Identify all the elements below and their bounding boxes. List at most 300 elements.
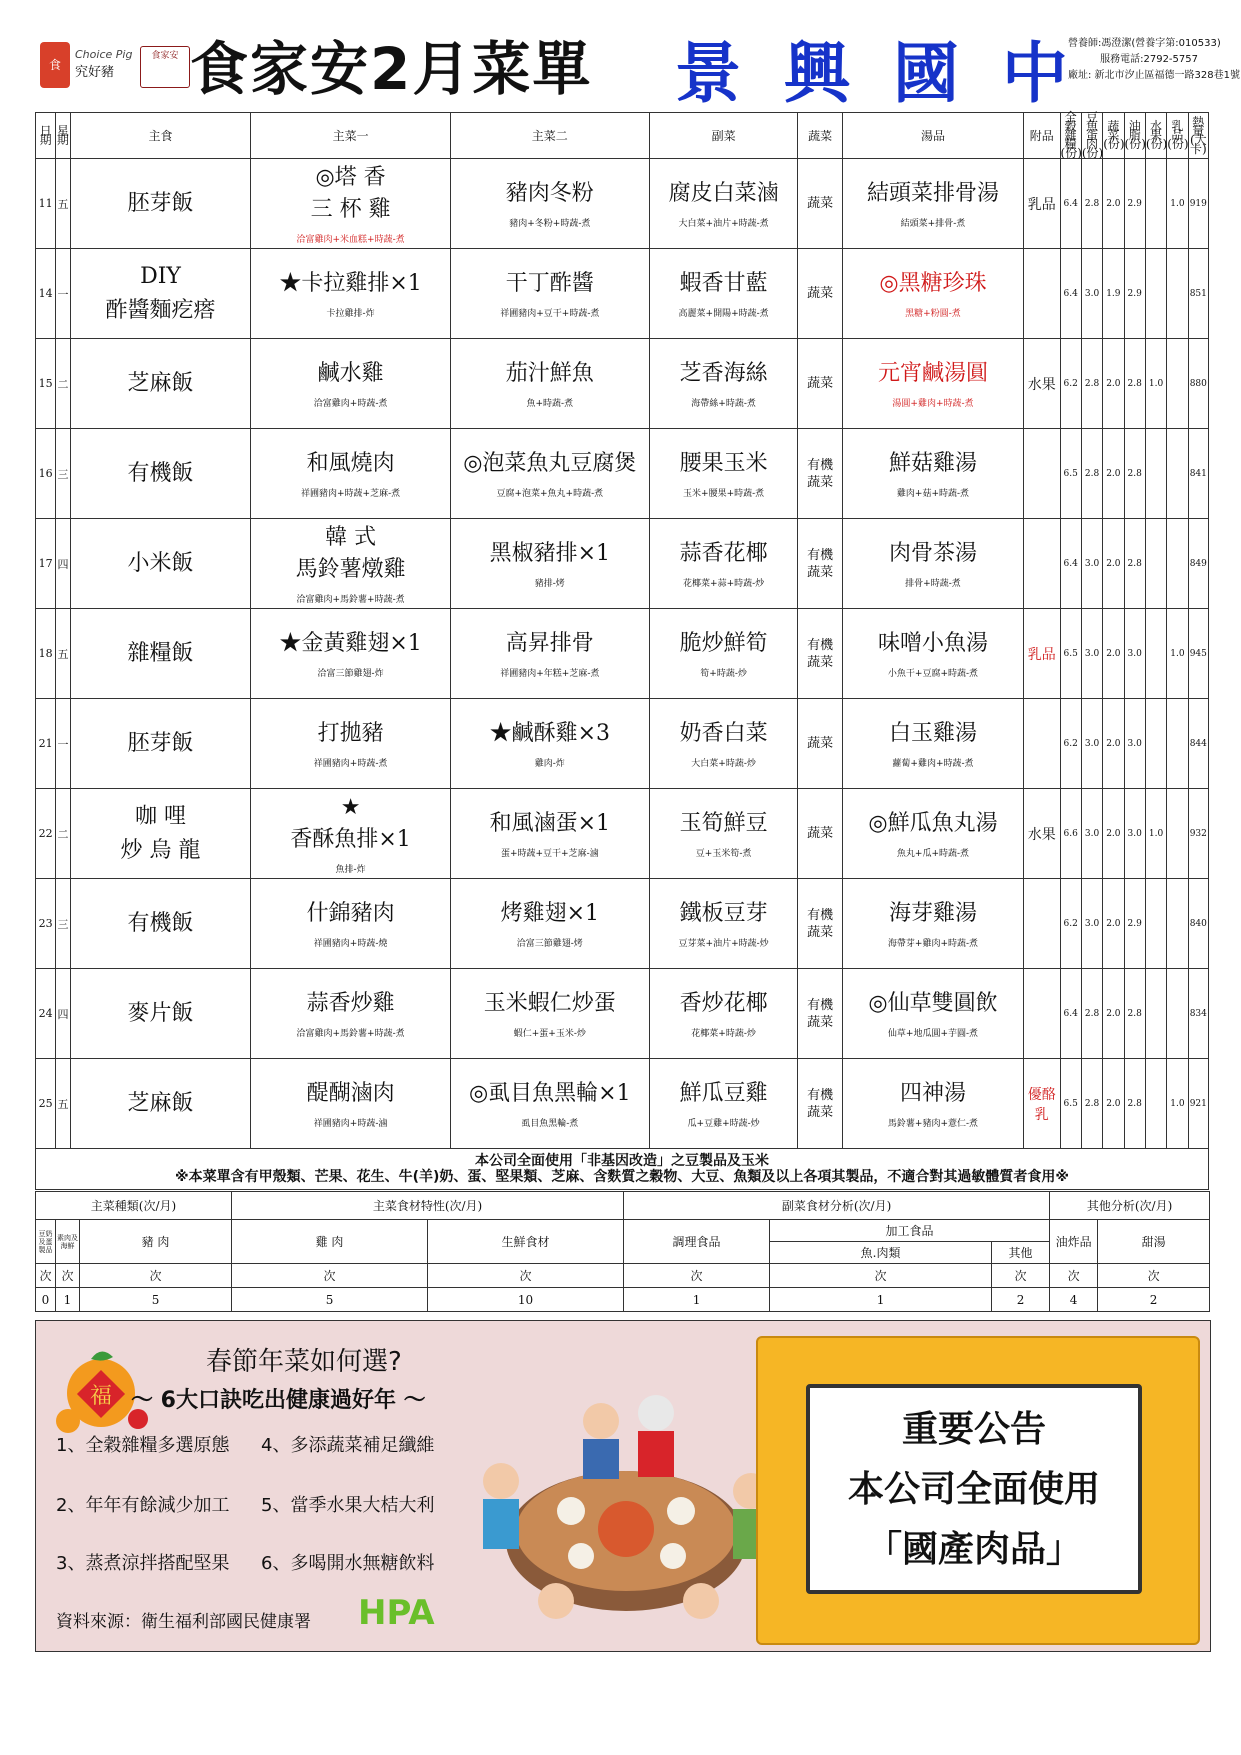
nutrition-cell bbox=[1145, 429, 1166, 519]
soup-cell bbox=[843, 969, 1024, 1059]
menu-table bbox=[35, 112, 1209, 1190]
side-dish-ingredients: 花椰菜+時蔬-炒 bbox=[691, 1029, 756, 1039]
main-dish-2-name: 茄汁鮮魚 bbox=[505, 361, 594, 386]
weekday-cell: 一 bbox=[56, 699, 70, 789]
staple-cell bbox=[70, 609, 251, 699]
staple-line: 芝麻飯 bbox=[127, 370, 194, 396]
address-line: 廠址: 新北市汐止區福德一路328巷1號 bbox=[1068, 70, 1240, 81]
vegetable-label: 蔬菜 bbox=[807, 286, 834, 301]
date-cell: 11 bbox=[36, 159, 56, 249]
vegetable-cell bbox=[798, 879, 843, 969]
main-dish-2-ingredients: 蝦仁+蛋+玉米-炒 bbox=[513, 1029, 586, 1039]
other-analysis-header: 其他分析(次/月) bbox=[1050, 1192, 1210, 1220]
nutrition-cell: 6.5 bbox=[1060, 1059, 1081, 1149]
col-header-9: 全穀雜糧(份) bbox=[1060, 110, 1082, 160]
date-cell: 14 bbox=[36, 249, 56, 339]
nutrition-cell bbox=[1167, 969, 1188, 1059]
nutrition-cell: 6.4 bbox=[1060, 519, 1081, 609]
main-dish-1-ingredients: 祥圃豬肉+時蔬-燒 bbox=[313, 939, 388, 949]
main-feature-header: 主菜食材特性(次/月) bbox=[232, 1192, 624, 1220]
nutrition-cell: 2.9 bbox=[1124, 879, 1145, 969]
main-dish-1-cell bbox=[251, 249, 450, 339]
soup-cell bbox=[843, 699, 1024, 789]
nutrition-cell: 841 bbox=[1188, 429, 1208, 519]
main-dish-2-ingredients: 魚+時蔬-煮 bbox=[526, 399, 574, 409]
main-dish-2-ingredients: 虱目魚黑輪-煮 bbox=[521, 1119, 579, 1129]
nutrition-cell: 2.8 bbox=[1081, 159, 1102, 249]
poster-subtitle: ～ 6大口訣吃出健康過好年 ～ bbox=[131, 1388, 426, 1413]
count-cell: 2 bbox=[992, 1288, 1050, 1312]
nutrition-cell: 1.0 bbox=[1167, 609, 1188, 699]
col-header-3: 主菜一 bbox=[251, 113, 450, 159]
main-dish-2-cell bbox=[450, 249, 649, 339]
vegetable-cell bbox=[798, 789, 843, 879]
staple-line: 雜糧飯 bbox=[127, 640, 194, 666]
side-dish-cell bbox=[649, 609, 797, 699]
date-cell: 15 bbox=[36, 339, 56, 429]
main-dish-2-name: 烤雞翅×1 bbox=[500, 901, 600, 926]
processed-fish-meat-header: 魚.肉類 bbox=[770, 1242, 992, 1264]
soup-cell bbox=[843, 609, 1024, 699]
col-header-5: 副菜 bbox=[649, 113, 797, 159]
nutrition-cell: 3.0 bbox=[1124, 609, 1145, 699]
vegetable-cell bbox=[798, 159, 843, 249]
main-dish-2-name: ★鹹酥雞×3 bbox=[489, 721, 611, 746]
nutrition-cell: 3.0 bbox=[1124, 699, 1145, 789]
nutrition-cell bbox=[1145, 969, 1166, 1059]
main-dish-1-ingredients: 洽富雞肉+米血糕+時蔬-煮 bbox=[296, 235, 405, 245]
notice-row bbox=[36, 1149, 1209, 1190]
nutrition-cell: 3.0 bbox=[1081, 699, 1102, 789]
side-dish-cell bbox=[649, 519, 797, 609]
nutrition-cell: 2.0 bbox=[1103, 429, 1124, 519]
staple-line: 酢醬麵疙瘩 bbox=[105, 297, 216, 323]
col-header-7: 湯品 bbox=[843, 113, 1024, 159]
count-cell: 5 bbox=[80, 1288, 232, 1312]
nutrition-cell: 2.0 bbox=[1103, 969, 1124, 1059]
date-cell: 21 bbox=[36, 699, 56, 789]
staple-line: 胚芽飯 bbox=[127, 190, 194, 216]
soup-cell bbox=[843, 789, 1024, 879]
soup-name: ◎仙草雙圓飲 bbox=[868, 991, 998, 1016]
main-dish-1-name: ★ bbox=[340, 795, 361, 820]
vegetable-label: 有機 bbox=[807, 907, 834, 923]
soup-name: ◎黑糖珍珠 bbox=[879, 271, 987, 296]
nutrition-cell: 2.8 bbox=[1124, 429, 1145, 519]
main-dish-2-name: ◎泡菜魚丸豆腐煲 bbox=[463, 451, 637, 476]
main-dish-1-name: 蒜香炒雞 bbox=[306, 991, 395, 1016]
main-dish-1-cell bbox=[251, 699, 450, 789]
soup-name: ◎鮮瓜魚丸湯 bbox=[868, 811, 998, 836]
nutrition-cell: 919 bbox=[1188, 159, 1208, 249]
menu-header-row bbox=[36, 113, 1209, 159]
menu-row bbox=[36, 789, 1209, 879]
main-dish-2-ingredients: 豬肉+冬粉+時蔬-煮 bbox=[509, 219, 591, 229]
main-dish-1-name: 醍醐滷肉 bbox=[306, 1081, 395, 1106]
side-dish-name: 蝦香甘藍 bbox=[679, 271, 768, 296]
side-dish-name: 香炒花椰 bbox=[679, 991, 768, 1016]
main-dish-1-ingredients: 洽富三節雞翅-炸 bbox=[317, 669, 384, 679]
main-dish-2-ingredients: 祥圃豬肉+年糕+芝麻-煮 bbox=[500, 669, 600, 679]
main-dish-1-name: ★金黃雞翅×1 bbox=[279, 631, 422, 656]
poster-title: 春節年菜如何選? bbox=[206, 1347, 402, 1377]
count-cell: 1 bbox=[56, 1288, 80, 1312]
nutrition-cell: 6.2 bbox=[1060, 699, 1081, 789]
unit-cell: 次 bbox=[1050, 1264, 1098, 1288]
weekday-cell: 五 bbox=[56, 159, 70, 249]
soup-ingredients: 黑糖+粉圓-煮 bbox=[905, 309, 961, 319]
side-dish-name: 奶香白菜 bbox=[679, 721, 768, 746]
extra-cell: 優酪乳 bbox=[1023, 1059, 1060, 1149]
notice-line-2: 「國產肉品」 bbox=[865, 1529, 1082, 1570]
vegetable-label: 有機 bbox=[807, 637, 834, 653]
soup-ingredients: 馬鈴薯+豬肉+薏仁-煮 bbox=[887, 1119, 979, 1129]
count-cell: 1 bbox=[770, 1288, 992, 1312]
soup-name: 海芽雞湯 bbox=[888, 901, 977, 926]
vegetable-cell bbox=[798, 699, 843, 789]
main-dish-2-name: 高昇排骨 bbox=[505, 631, 594, 656]
vegetable-label: 蔬菜 bbox=[807, 924, 834, 940]
side-dish-name: 腐皮白菜滷 bbox=[668, 181, 779, 206]
main-type-header: 主菜種類(次/月) bbox=[36, 1192, 232, 1220]
vegetable-label: 蔬菜 bbox=[807, 736, 834, 751]
main-dish-1-ingredients: 洽富雞肉+時蔬-煮 bbox=[313, 399, 388, 409]
nutrition-cell: 932 bbox=[1188, 789, 1208, 879]
nutrition-cell: 2.8 bbox=[1081, 969, 1102, 1059]
nutrition-cell bbox=[1145, 159, 1166, 249]
logo-text-b: 究好豬 bbox=[75, 65, 115, 80]
date-cell: 25 bbox=[36, 1059, 56, 1149]
side-dish-ingredients: 筍+時蔬-炒 bbox=[700, 669, 747, 679]
shijiaan-logo bbox=[140, 46, 190, 88]
staple-cell bbox=[70, 789, 251, 879]
side-dish-name: 玉筍鮮豆 bbox=[679, 811, 768, 836]
logo-text-c: 食家安 bbox=[151, 51, 179, 61]
nutrition-cell: 849 bbox=[1188, 519, 1208, 609]
vegetable-label: 蔬菜 bbox=[807, 826, 834, 841]
main-dish-1-name: ★卡拉雞排×1 bbox=[279, 271, 422, 296]
notice-board-content bbox=[806, 1384, 1142, 1594]
nutrition-cell: 921 bbox=[1188, 1059, 1208, 1149]
staple-line: 咖 哩 bbox=[135, 803, 186, 829]
menu-title: 食家安2月菜單 bbox=[190, 35, 593, 103]
notice-board bbox=[756, 1336, 1200, 1645]
fried-header: 油炸品 bbox=[1050, 1220, 1098, 1264]
vegetable-label: 蔬菜 bbox=[807, 474, 834, 490]
staple-line: 有機飯 bbox=[127, 460, 194, 486]
nutrition-cell bbox=[1167, 879, 1188, 969]
vegetable-label: 蔬菜 bbox=[807, 196, 834, 211]
nutrition-cell bbox=[1145, 249, 1166, 339]
vegetable-cell bbox=[798, 609, 843, 699]
side-dish-cell bbox=[649, 429, 797, 519]
side-dish-ingredients: 大白菜+時蔬-炒 bbox=[691, 759, 756, 769]
new-year-poster bbox=[35, 1320, 1211, 1652]
nutrition-cell: 844 bbox=[1188, 699, 1208, 789]
notice-title: 重要公告 bbox=[901, 1409, 1046, 1450]
menu-row bbox=[36, 159, 1209, 249]
extra-cell: 水果 bbox=[1023, 789, 1060, 879]
side-dish-ingredients: 瓜+豆雞+時蔬-炒 bbox=[687, 1119, 760, 1129]
soup-name: 結頭菜排骨湯 bbox=[866, 181, 999, 206]
date-cell: 18 bbox=[36, 609, 56, 699]
count-cell: 5 bbox=[232, 1288, 428, 1312]
main-dish-1-cell bbox=[251, 789, 450, 879]
chicken-header: 雞 肉 bbox=[232, 1220, 428, 1264]
family-dinner-illustration bbox=[461, 1351, 791, 1641]
date-cell: 24 bbox=[36, 969, 56, 1059]
staple-line: 麥片飯 bbox=[127, 1000, 194, 1026]
nutrition-cell: 1.0 bbox=[1167, 159, 1188, 249]
staple-cell bbox=[70, 699, 251, 789]
col-header-2: 主食 bbox=[70, 113, 251, 159]
main-dish-2-name: 干丁酢醬 bbox=[505, 271, 594, 296]
count-cell: 1 bbox=[624, 1288, 770, 1312]
col-header-11: 蔬菜(份) bbox=[1103, 113, 1124, 159]
soup-name: 元宵鹹湯圓 bbox=[877, 361, 988, 386]
unit-cell: 次 bbox=[770, 1264, 992, 1288]
nutrition-cell: 6.2 bbox=[1060, 339, 1081, 429]
company-logo: 食 bbox=[40, 42, 70, 88]
tip-2: 2、年年有餘減少加工 bbox=[56, 1495, 230, 1516]
nutrition-cell: 1.9 bbox=[1103, 249, 1124, 339]
notice-line-1: 本公司全面使用 bbox=[847, 1469, 1100, 1510]
menu-row bbox=[36, 699, 1209, 789]
side-dish-ingredients: 玉米+腰果+時蔬-煮 bbox=[683, 489, 765, 499]
nutrition-cell: 1.0 bbox=[1145, 339, 1166, 429]
menu-row bbox=[36, 519, 1209, 609]
side-analysis-header: 副菜食材分析(次/月) bbox=[624, 1192, 1050, 1220]
main-dish-2-cell bbox=[450, 699, 649, 789]
side-dish-name: 蒜香花椰 bbox=[679, 541, 768, 566]
nutrition-cell: 1.0 bbox=[1167, 1059, 1188, 1149]
nutrition-cell: 6.2 bbox=[1060, 879, 1081, 969]
vegetable-label: 有機 bbox=[807, 457, 834, 473]
soup-cell bbox=[843, 339, 1024, 429]
nutrition-cell: 3.0 bbox=[1081, 789, 1102, 879]
extra-cell bbox=[1023, 519, 1060, 609]
nutrition-cell: 3.0 bbox=[1081, 609, 1102, 699]
menu-row bbox=[36, 339, 1209, 429]
nutrition-cell: 1.0 bbox=[1145, 789, 1166, 879]
weekday-cell: 一 bbox=[56, 249, 70, 339]
nutrition-cell bbox=[1145, 519, 1166, 609]
col-header-6: 蔬菜 bbox=[798, 113, 843, 159]
analysis-table bbox=[35, 1191, 1210, 1312]
main-dish-1-cell bbox=[251, 429, 450, 519]
nutrition-cell bbox=[1167, 249, 1188, 339]
side-dish-cell bbox=[649, 1059, 797, 1149]
col-header-4: 主菜二 bbox=[450, 113, 649, 159]
date-cell: 17 bbox=[36, 519, 56, 609]
staple-cell bbox=[70, 249, 251, 339]
unit-row bbox=[36, 1264, 1210, 1288]
main-dish-1-ingredients: 魚排-炸 bbox=[335, 865, 366, 875]
main-dish-2-ingredients: 洽富三節雞翅-烤 bbox=[516, 939, 583, 949]
nutrition-cell: 2.8 bbox=[1081, 1059, 1102, 1149]
choice-pig-logo bbox=[75, 48, 137, 88]
nutrition-cell: 3.0 bbox=[1124, 789, 1145, 879]
soup-cell bbox=[843, 519, 1024, 609]
sweet-soup-header: 甜湯 bbox=[1098, 1220, 1210, 1264]
staple-line: 炒 烏 龍 bbox=[120, 837, 201, 863]
tip-3: 3、蒸煮涼拌搭配堅果 bbox=[56, 1553, 230, 1574]
soup-ingredients: 蘿蔔+雞肉+時蔬-煮 bbox=[892, 759, 974, 769]
main-dish-1-cell bbox=[251, 159, 450, 249]
extra-cell bbox=[1023, 249, 1060, 339]
unit-cell: 次 bbox=[36, 1264, 56, 1288]
nutrition-cell bbox=[1167, 699, 1188, 789]
date-cell: 22 bbox=[36, 789, 56, 879]
nutrition-cell: 840 bbox=[1188, 879, 1208, 969]
vegetable-label: 有機 bbox=[807, 1087, 834, 1103]
value-row bbox=[36, 1288, 1210, 1312]
soup-ingredients: 湯圓+雞肉+時蔬-煮 bbox=[892, 399, 974, 409]
soup-cell bbox=[843, 249, 1024, 339]
nutrition-cell: 2.8 bbox=[1081, 429, 1102, 519]
nutrition-cell: 851 bbox=[1188, 249, 1208, 339]
main-dish-2-name: 黑椒豬排×1 bbox=[489, 541, 611, 566]
poster-source: 資料來源：衛生福利部國民健康署 bbox=[56, 1612, 311, 1632]
extra-cell: 乳品 bbox=[1023, 159, 1060, 249]
soup-ingredients: 小魚干+豆腐+時蔬-煮 bbox=[887, 669, 979, 679]
date-cell: 16 bbox=[36, 429, 56, 519]
nutrition-cell: 2.8 bbox=[1081, 339, 1102, 429]
main-dish-1-name: 韓 式 bbox=[325, 525, 377, 550]
staple-cell bbox=[70, 339, 251, 429]
main-dish-2-cell bbox=[450, 339, 649, 429]
menu-row bbox=[36, 969, 1209, 1059]
bean-egg-header: 豆奶及蛋製品 bbox=[36, 1220, 56, 1264]
soup-name: 味噌小魚湯 bbox=[877, 631, 988, 656]
nutrition-cell: 6.6 bbox=[1060, 789, 1081, 879]
count-cell: 4 bbox=[1050, 1288, 1098, 1312]
tip-4: 4、多添蔬菜補足纖維 bbox=[261, 1435, 435, 1456]
main-dish-2-ingredients: 蛋+時蔬+豆干+芝麻-滷 bbox=[500, 849, 599, 859]
vegetable-cell bbox=[798, 969, 843, 1059]
side-dish-name: 鮮瓜豆雞 bbox=[679, 1081, 768, 1106]
soup-name: 白玉雞湯 bbox=[888, 721, 977, 746]
staple-cell bbox=[70, 1059, 251, 1149]
count-cell: 2 bbox=[1098, 1288, 1210, 1312]
nutrition-cell: 2.0 bbox=[1103, 699, 1124, 789]
veg-seafood-header: 素肉及海鮮 bbox=[56, 1220, 80, 1264]
nutrition-cell: 6.5 bbox=[1060, 609, 1081, 699]
side-dish-ingredients: 花椰菜+蒜+時蔬-炒 bbox=[683, 579, 765, 589]
nutrition-cell: 2.0 bbox=[1103, 339, 1124, 429]
main-dish-2-cell bbox=[450, 1059, 649, 1149]
side-dish-ingredients: 豆+玉米筍-煮 bbox=[695, 849, 752, 859]
weekday-cell: 五 bbox=[56, 1059, 70, 1149]
weekday-cell: 四 bbox=[56, 969, 70, 1059]
extra-cell bbox=[1023, 969, 1060, 1059]
main-dish-2-name: ◎虱目魚黑輪×1 bbox=[468, 1081, 631, 1106]
vegetable-cell bbox=[798, 249, 843, 339]
main-dish-1-cell bbox=[251, 879, 450, 969]
main-dish-2-ingredients: 祥圃豬肉+豆干+時蔬-煮 bbox=[500, 309, 600, 319]
main-dish-1-name: 和風燒肉 bbox=[306, 451, 395, 476]
notice-cell bbox=[36, 1149, 1209, 1190]
main-dish-1-cell bbox=[251, 969, 450, 1059]
extra-cell bbox=[1023, 879, 1060, 969]
extra-cell: 水果 bbox=[1023, 339, 1060, 429]
main-dish-2-cell bbox=[450, 609, 649, 699]
processed-other-header: 其他 bbox=[992, 1242, 1050, 1264]
count-cell: 0 bbox=[36, 1288, 56, 1312]
main-dish-2-cell bbox=[450, 789, 649, 879]
nutrition-cell: 2.9 bbox=[1124, 159, 1145, 249]
main-dish-1-ingredients: 卡拉雞排-炸 bbox=[326, 309, 375, 319]
soup-ingredients: 仙草+地瓜圓+芋圓-煮 bbox=[887, 1029, 979, 1039]
extra-cell bbox=[1023, 429, 1060, 519]
weekday-cell: 五 bbox=[56, 609, 70, 699]
main-dish-1-ingredients: 祥圃豬肉+時蔬+芝麻-煮 bbox=[301, 489, 401, 499]
nutrition-cell: 2.0 bbox=[1103, 519, 1124, 609]
weekday-cell: 二 bbox=[56, 339, 70, 429]
nutrition-cell: 945 bbox=[1188, 609, 1208, 699]
main-dish-2-ingredients: 豆腐+泡菜+魚丸+時蔬-煮 bbox=[496, 489, 604, 499]
main-dish-1-name: 馬鈴薯燉雞 bbox=[295, 557, 406, 582]
main-dish-1-name: 什錦豬肉 bbox=[306, 901, 395, 926]
count-cell: 10 bbox=[428, 1288, 624, 1312]
soup-cell bbox=[843, 159, 1024, 249]
side-dish-ingredients: 高麗菜+開陽+時蔬-煮 bbox=[678, 309, 769, 319]
col-header-15: 熱量(大卡) bbox=[1188, 113, 1208, 159]
nutrition-cell: 2.0 bbox=[1103, 1059, 1124, 1149]
weekday-cell: 三 bbox=[56, 429, 70, 519]
unit-cell: 次 bbox=[992, 1264, 1050, 1288]
unit-cell: 次 bbox=[80, 1264, 232, 1288]
nutrition-cell: 2.8 bbox=[1124, 1059, 1145, 1149]
nutrition-cell: 2.0 bbox=[1103, 789, 1124, 879]
nutrition-cell bbox=[1145, 609, 1166, 699]
main-dish-1-name: 鹹水雞 bbox=[317, 361, 384, 386]
main-dish-2-name: 和風滷蛋×1 bbox=[489, 811, 611, 836]
main-dish-1-ingredients: 洽富雞肉+馬鈴薯+時蔬-煮 bbox=[296, 595, 405, 605]
prepared-header: 調理食品 bbox=[624, 1220, 770, 1264]
nutrition-cell: 2.0 bbox=[1103, 879, 1124, 969]
nutrition-cell bbox=[1145, 879, 1166, 969]
date-cell: 23 bbox=[36, 879, 56, 969]
side-dish-cell bbox=[649, 969, 797, 1059]
processed-header: 加工食品 bbox=[770, 1220, 1050, 1242]
main-dish-1-ingredients: 祥圃豬肉+時蔬-滷 bbox=[313, 1119, 388, 1129]
main-dish-2-ingredients: 雞肉-炸 bbox=[534, 759, 565, 769]
staple-cell bbox=[70, 879, 251, 969]
main-dish-2-name: 豬肉冬粉 bbox=[505, 181, 594, 206]
weekday-cell: 三 bbox=[56, 879, 70, 969]
soup-ingredients: 魚丸+瓜+時蔬-煮 bbox=[896, 849, 970, 859]
main-dish-1-cell bbox=[251, 1059, 450, 1149]
nutrition-cell: 6.4 bbox=[1060, 159, 1081, 249]
contact-info bbox=[1068, 36, 1240, 84]
soup-ingredients: 雞肉+菇+時蔬-煮 bbox=[896, 489, 970, 499]
fresh-header: 生鮮食材 bbox=[428, 1220, 624, 1264]
unit-cell: 次 bbox=[56, 1264, 80, 1288]
nutrition-cell: 6.4 bbox=[1060, 249, 1081, 339]
main-dish-2-ingredients: 豬排-烤 bbox=[534, 579, 565, 589]
vegetable-label: 有機 bbox=[807, 997, 834, 1013]
soup-cell bbox=[843, 1059, 1024, 1149]
unit-cell: 次 bbox=[624, 1264, 770, 1288]
nutrition-cell: 2.9 bbox=[1124, 249, 1145, 339]
nutrition-cell: 2.0 bbox=[1103, 609, 1124, 699]
side-dish-cell bbox=[649, 879, 797, 969]
hpa-logo: HPA bbox=[358, 1593, 435, 1633]
nutrition-cell: 880 bbox=[1188, 339, 1208, 429]
vegetable-label: 蔬菜 bbox=[807, 654, 834, 670]
side-dish-ingredients: 豆芽菜+油片+時蔬-炒 bbox=[678, 939, 769, 949]
